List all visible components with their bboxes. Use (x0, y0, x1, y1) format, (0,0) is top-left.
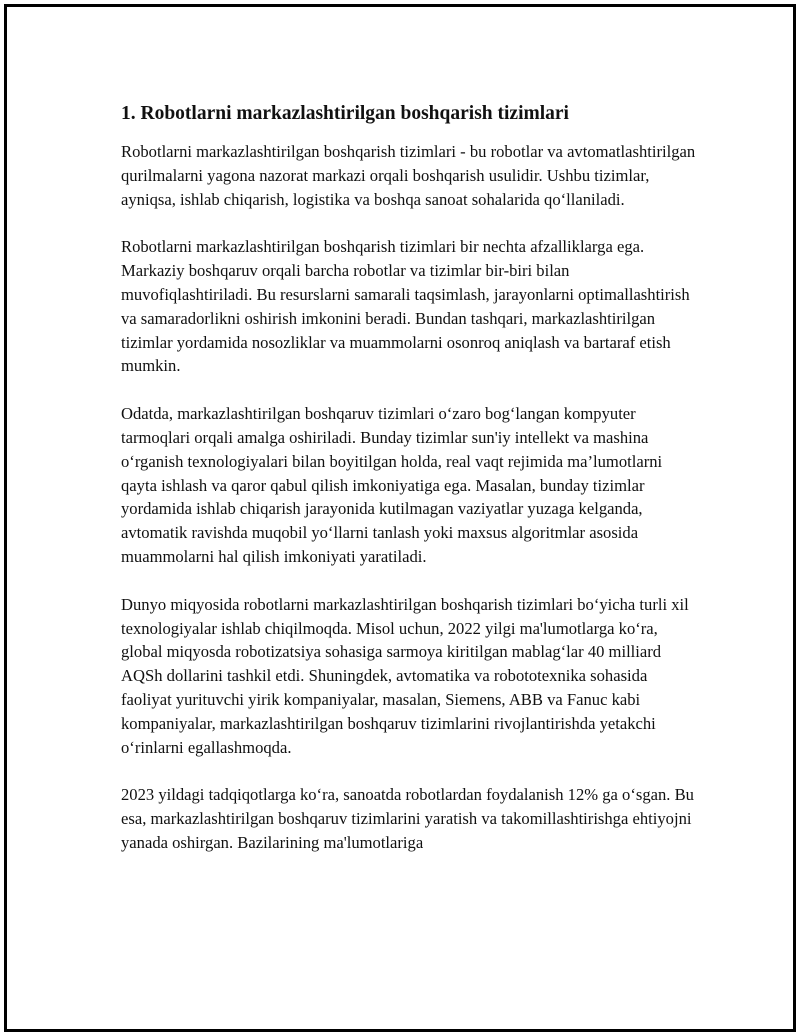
document-body (121, 101, 701, 879)
paragraph-research: 2023 yildagi tadqiqotlarga ko‘ra, sanoatda robotlardan foydalanish 12% ga o‘sgan. Bu esa, markazlashtirilgan boshqaruv tizimlarini yaratish va takomillashtirishga ehtiyojni yanada oshirgan. Bazilarining ma'lumotlariga (121, 785, 694, 852)
paragraph-intro: Robotlarni markazlashtirilgan boshqarish tizimlari - bu robotlar va avtomatlashtirilgan qurilmalarni yagona nazorat markazi orqali boshqarish usulidir. Ushbu tizimlar, ayniqsa, ishlab chiqarish, logistika va boshqa sanoat sohalarida qo‘llaniladi. (121, 142, 696, 209)
paragraph-implementation: Odatda, markazlashtirilgan boshqaruv tizimlari o‘zaro bog‘langan kompyuter tarmoqlari orqali amalga oshiriladi. Bunday tizimlar sun'iy intellekt va mashina o‘rganish texnologiyalari bilan boyitilgan holda, real vaqt rejimida ma’lumotlarni qayta ishlash va qaror qabul qilish imkoniyatiga ega. Masalan, bunday tizimlar yordamida ishlab chiqarish jarayonida kutilmagan vaziyatlar yuzaga kelganda, avtomatik ravishda muqobil yo‘llarni tanlash yoki maxsus algoritmlar asosida muammolarni hal qilish imkoniyati yaratiladi. (121, 404, 663, 566)
section-heading: 1. Robotlarni markazlashtirilgan boshqarish tizimlari (121, 103, 569, 124)
paragraph-advantages: Robotlarni markazlashtirilgan boshqarish tizimlari bir nechta afzalliklarga ega. Markaziy boshqaruv orqali barcha robotlar va tizimlar bir-biri bilan muvofiqlashtiriladi. Bu resurslarni samarali taqsimlash, jarayonlarni optimallashtirish va samaradorlikni oshirish imkonini beradi. Bundan tashqari, markazlashtirilgan tizimlar yordamida nosozliklar va muammolarni osonroq aniqlash va bartaraf etish mumkin. (121, 237, 690, 376)
page-frame (4, 4, 796, 1032)
paragraph-global: Dunyo miqyosida robotlarni markazlashtirilgan boshqarish tizimlari bo‘yicha turli xil texnologiyalar ishlab chiqilmoqda. Misol uchun, 2022 yilgi ma'lumotlarga ko‘ra, global miqyosda robotizatsiya sohasiga sarmoya kiritilgan mablag‘lar 40 milliard AQSh dollarini tashkil etdi. Shuningdek, avtomatika va robototexnika sohasida faoliyat yurituvchi yirik kompaniyalar, masalan, Siemens, ABB va Fanuc kabi kompaniyalar, markazlashtirilgan boshqaruv tizimlarini rivojlantirishda yetakchi o‘rinlarni egallashmoqda. (121, 594, 689, 757)
